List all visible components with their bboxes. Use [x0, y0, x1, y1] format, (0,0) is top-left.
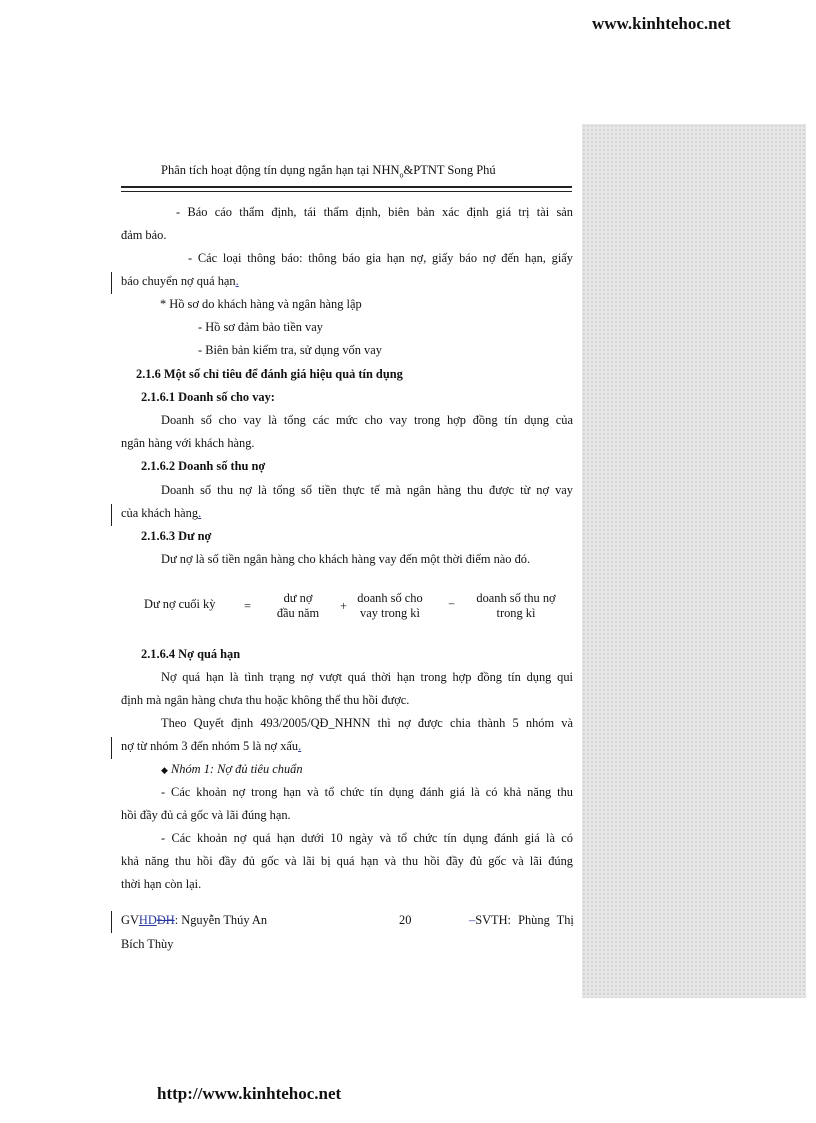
para-line: khả năng thu hồi đầy đủ gốc và lãi bị quá hạn và thu hồi đầy đủ gốc và lãi đúng [121, 854, 573, 868]
para-line [121, 506, 201, 521]
formula-term-top: dư nợ [283, 591, 313, 605]
page-number: 20 [399, 913, 412, 927]
comment-margin-pane [582, 124, 806, 998]
formula-plus: + [340, 599, 347, 613]
formula-term-bottom: đầu năm [276, 606, 320, 620]
para-line: thời hạn còn lại. [121, 877, 202, 891]
header-title-sub: o [399, 170, 404, 180]
tracked-insertion: . [198, 506, 202, 520]
section-heading: 2.1.6 Một số chỉ tiêu để đánh giá hiệu quả tín dụng [136, 367, 403, 381]
formula-term-bottom: vay trong kì [360, 606, 420, 620]
formula-equals: = [244, 599, 251, 613]
header-rule-thick [121, 186, 572, 188]
para-line: - Các khoản nợ quá hạn dưới 10 ngày và tổ chức tín dụng đánh giá là có [161, 831, 573, 845]
footer-gv-prefix: GV [121, 913, 139, 927]
formula-lhs: Dư nợ cuối kỳ [144, 597, 216, 611]
tracked-insertion: HD [138, 913, 157, 927]
site-url-top[interactable]: www.kinhtehoc.net [592, 14, 731, 33]
tracked-insertion: . [235, 274, 239, 288]
para-line: Doanh số cho vay là tổng các mức cho vay trong hợp đồng tín dụng của [161, 413, 573, 427]
para-line: định mà ngân hàng chưa thu hoặc không thể thu hồi được. [121, 693, 410, 707]
para-line: * Hồ sơ do khách hàng và ngân hàng lập [160, 297, 362, 311]
footer-instructor-name: : Nguyễn Thúy An [174, 913, 268, 927]
footer-student [469, 913, 574, 928]
para-line: đảm bảo. [121, 228, 167, 242]
para-line: ngân hàng với khách hàng. [121, 436, 255, 450]
formula-term-opening [266, 591, 330, 621]
header-title-suffix: &PTNT Song Phú [403, 163, 496, 177]
change-bar [111, 504, 112, 526]
para-text: của khách hàng [121, 506, 199, 520]
header-rule-thin [121, 191, 572, 192]
para-line: Theo Quyết định 493/2005/QĐ_NHNN thì nợ được chia thành 5 nhóm và [161, 716, 573, 730]
formula-term-disbursed [350, 591, 430, 621]
para-line: - Báo cáo thẩm định, tái thẩm định, biên bản xác định giá trị tài sản [176, 205, 573, 219]
para-line [121, 739, 301, 754]
para-line: - Biên bản kiểm tra, sử dụng vốn vay [198, 343, 382, 357]
change-bar [111, 272, 112, 294]
formula-term-top: doanh số thu nợ [476, 591, 556, 605]
group-label: Nhóm 1: Nợ đủ tiêu chuẩn [171, 762, 303, 776]
change-bar [111, 737, 112, 759]
footer-instructor [121, 913, 267, 928]
subsection-heading: 2.1.6.1 Doanh số cho vay: [141, 390, 275, 404]
para-text: báo chuyển nợ quá hạn [121, 274, 236, 288]
formula-term-collected [466, 591, 566, 621]
header-title-prefix: Phân tích hoạt động tín dụng ngắn hạn tại NHN [161, 163, 400, 177]
subsection-heading: 2.1.6.2 Doanh số thu nợ [141, 459, 266, 473]
para-line: - Các khoản nợ trong hạn và tổ chức tín dụng đánh giá là có khả năng thu [161, 785, 573, 799]
diamond-bullet-icon: ◆ [161, 765, 168, 775]
running-header [161, 163, 496, 180]
change-bar [111, 911, 112, 933]
para-text: nợ từ nhóm 3 đến nhóm 5 là nợ xấu [121, 739, 299, 753]
subsection-heading: 2.1.6.4 Nợ quá hạn [141, 647, 241, 661]
para-line [121, 274, 239, 289]
formula-term-bottom: trong kì [496, 606, 536, 620]
footer-student-name: Bích Thùy [121, 937, 174, 951]
tracked-deletion: ĐH [156, 913, 175, 927]
para-line: Dư nợ là số tiền ngân hàng cho khách hàng vay đến một thời điểm nào đó. [161, 552, 531, 566]
para-line: Nợ quá hạn là tình trạng nợ vượt quá thời hạn trong hợp đồng tín dụng qui [161, 670, 573, 684]
formula-term-top: doanh số cho [357, 591, 423, 605]
footer-student-label: SVTH: Phùng Thị [475, 913, 574, 927]
para-line: - Các loại thông báo: thông báo gia hạn nợ, giấy báo nợ đến hạn, giấy [188, 251, 573, 265]
para-line: Doanh số thu nợ là tổng số tiền thực tế mà ngân hàng thu được từ nợ vay [161, 483, 573, 497]
subsection-heading: 2.1.6.3 Dư nợ [141, 529, 212, 543]
para-line: - Hồ sơ đảm bảo tiền vay [198, 320, 323, 334]
tracked-mark: – [469, 913, 476, 927]
para-line: hồi đầy đủ cả gốc và lãi đúng hạn. [121, 808, 291, 822]
list-item [161, 762, 303, 777]
formula-minus: − [448, 597, 455, 611]
tracked-insertion: . [298, 739, 302, 753]
site-url-bottom[interactable]: http://www.kinhtehoc.net [157, 1084, 342, 1103]
